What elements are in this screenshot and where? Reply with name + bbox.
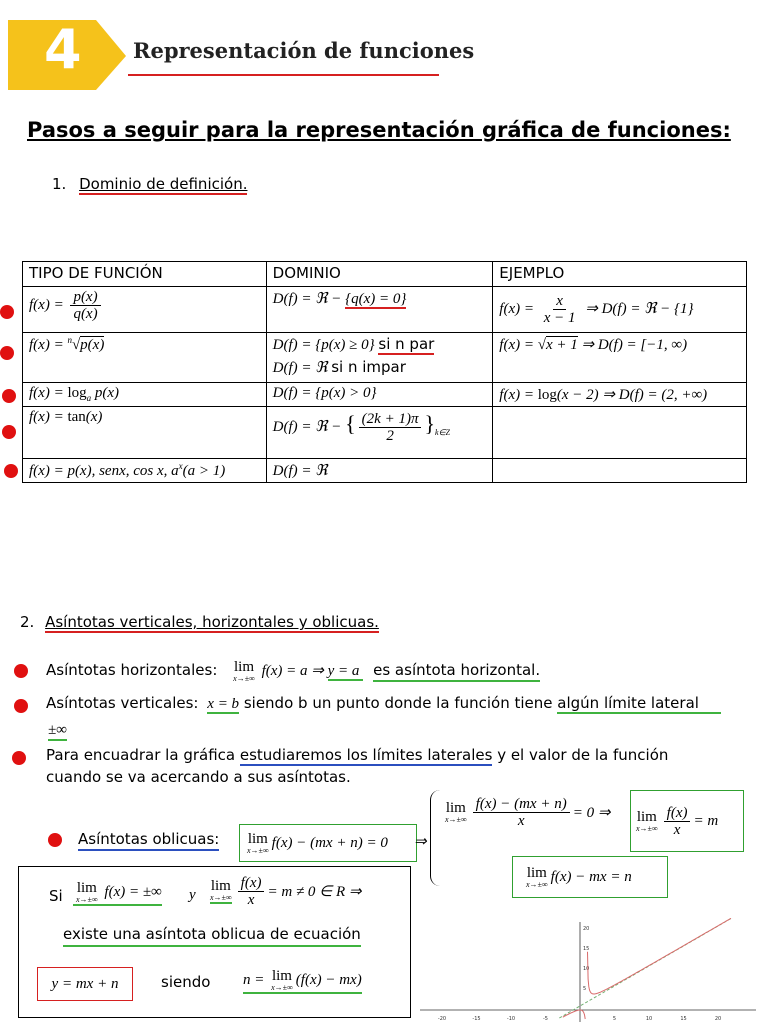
header-ejemplo: EJEMPLO (493, 262, 747, 287)
step1-heading (52, 175, 247, 193)
step2-number: 2. (20, 613, 35, 631)
encuadrar-text (46, 744, 746, 788)
table-row (23, 459, 747, 483)
row-bullet (0, 346, 14, 360)
tipo-tangente: f(x) = tan(x) (23, 407, 267, 459)
header-dominio: DOMINIO (266, 262, 493, 287)
y-tick-label: 10 (583, 966, 590, 972)
box-line2: existe una asíntota oblicua de ecuación (63, 925, 361, 947)
ejemplo-logaritmo: f(x) = log(x − 2) ⇒ D(f) = (2, +∞) (493, 383, 747, 407)
dominio-polinomica: D(f) = ℜ (266, 459, 493, 483)
dominio-radical: D(f) = {p(x) ≥ 0} si n par D(f) = ℜ si n impar (266, 333, 493, 383)
y-tick-label: 15 (583, 946, 590, 952)
y-tick-label: 20 (583, 926, 590, 932)
box-n-formula: n = lim x→±∞ (f(x) − mx) (243, 968, 362, 992)
note-impar: si n impar (331, 358, 406, 376)
encuadrar-2: estudiaremos los límites laterales (239, 746, 493, 764)
horizontal-tail: es asíntota horizontal. (373, 661, 540, 682)
box-y: y (189, 887, 196, 903)
main-heading: Pasos a seguir para la representación gráfica de funciones: (27, 118, 731, 142)
bullet (12, 751, 26, 765)
implies-arrow: ⇒ (414, 834, 427, 850)
box-condition2: lim x→±∞ $\frac{f(x)}{x}$ = m ≠ 0 ∈ R ⇒ (210, 875, 362, 908)
row-bullet (4, 464, 18, 478)
system-brace (430, 790, 441, 886)
table-header-row (23, 262, 747, 287)
box-equation: y = mx + n (37, 967, 133, 1001)
ejemplo-tangente (493, 407, 747, 459)
table-row (23, 383, 747, 407)
step2-title: Asíntotas verticales, horizontales y oblicuas. (45, 613, 379, 631)
tipo-polinomica: f(x) = p(x), senx, cos x, $a^x(a > 1)$ (23, 459, 267, 483)
chapter-title: Representación de funciones (133, 38, 475, 63)
table-row (23, 333, 747, 383)
tipo-racional: f(x) = $\frac{p(x)}{q(x)}$ (23, 287, 267, 333)
x-tick-label: -20 (437, 1016, 447, 1022)
row-bullet (0, 305, 14, 319)
chapter-title-underline (128, 74, 439, 76)
vertical-tail: algún límite lateral (557, 694, 721, 714)
slope-box: lim x→±∞ $\frac{f(x)}{x}$ = m (630, 790, 744, 852)
header-tipo: TIPO DE FUNCIÓN (23, 262, 267, 287)
x-tick-label: 10 (645, 1016, 653, 1022)
encuadrar-3: y el valor de la función (497, 746, 669, 764)
dominio-tangente: D(f) = ℜ − { $\frac{(2k + 1)\pi}{2}$ }$_{k\in Z}$ (266, 407, 493, 459)
oblicuas-limit-eq1: lim x→±∞ $\frac{f(x) - (mx + n)}{x}$ = 0 ⇒ (445, 796, 611, 829)
vertical-formula: x = b (207, 696, 240, 712)
oblicuas-label: Asíntotas oblicuas: (78, 830, 219, 851)
vertical-mid: siendo b un punto donde la función tiene (243, 694, 553, 712)
encuadrar-4: cuando se va acercando a sus asíntotas. (46, 768, 351, 786)
dominio-racional: D(f) = ℜ − {q(x) = 0} (266, 287, 493, 333)
horizontal-formula: lim x→±∞ f(x) = a ⇒ y = a (230, 663, 367, 679)
step1-number: 1. (52, 175, 67, 193)
y-tick-label: 5 (583, 986, 587, 992)
curve-right-branch (588, 918, 732, 994)
encuadrar-1: Para encuadrar la gráfica (46, 746, 236, 764)
row-bullet (2, 389, 16, 403)
plus-minus-infinity: ±∞ (48, 722, 67, 741)
tipo-radical: f(x) = $^n$√p(x) (23, 333, 267, 383)
bullet (14, 699, 28, 713)
dominio-logaritmo: D(f) = {p(x) > 0} (266, 383, 493, 407)
vertical-asymptotes (46, 694, 721, 713)
table-row (23, 407, 747, 459)
horizontal-label: Asíntotas horizontales: (46, 660, 218, 679)
bullet (48, 833, 62, 847)
x-tick-label: -15 (472, 1016, 481, 1022)
x-tick-label: 20 (714, 1016, 722, 1022)
domain-table (22, 261, 747, 483)
step2-heading (20, 613, 379, 631)
tipo-logaritmo: $f(x) = \log_a p(x)$ (23, 383, 267, 407)
box-si: Si (49, 887, 63, 905)
box-condition1: lim x→±∞ f(x) = ±∞ (73, 881, 162, 906)
x-tick-label: -5 (543, 1016, 548, 1022)
ejemplo-racional: f(x) = $\frac{x}{x - 1}$ ⇒ D(f) = ℜ − {1} (493, 287, 747, 333)
horizontal-asymptotes (46, 660, 540, 683)
x-tick-label: -10 (506, 1016, 516, 1022)
oblique-asymptote-graph (420, 918, 760, 1022)
ejemplo-polinomica (493, 459, 747, 483)
x-tick-label: 15 (680, 1016, 687, 1022)
note-par: si n par (378, 335, 435, 353)
step1-title: Dominio de definición. (79, 175, 248, 193)
chapter-number: 4 (44, 18, 82, 81)
oblicuas-limit-box: lim x→±∞ f(x) − (mx + n) = 0 (239, 824, 417, 862)
oblique-summary-box (18, 866, 411, 1018)
ejemplo-radical: f(x) = √x + 1 ⇒ D(f) = [−1, ∞) (493, 333, 747, 383)
box-siendo: siendo (161, 973, 211, 991)
intercept-box: lim x→±∞ f(x) − mx = n (512, 856, 668, 898)
x-tick-label: 5 (612, 1016, 617, 1022)
row-bullet (2, 425, 16, 439)
bullet (14, 664, 28, 678)
vertical-label: Asíntotas verticales: (46, 694, 199, 712)
table-row (23, 287, 747, 333)
